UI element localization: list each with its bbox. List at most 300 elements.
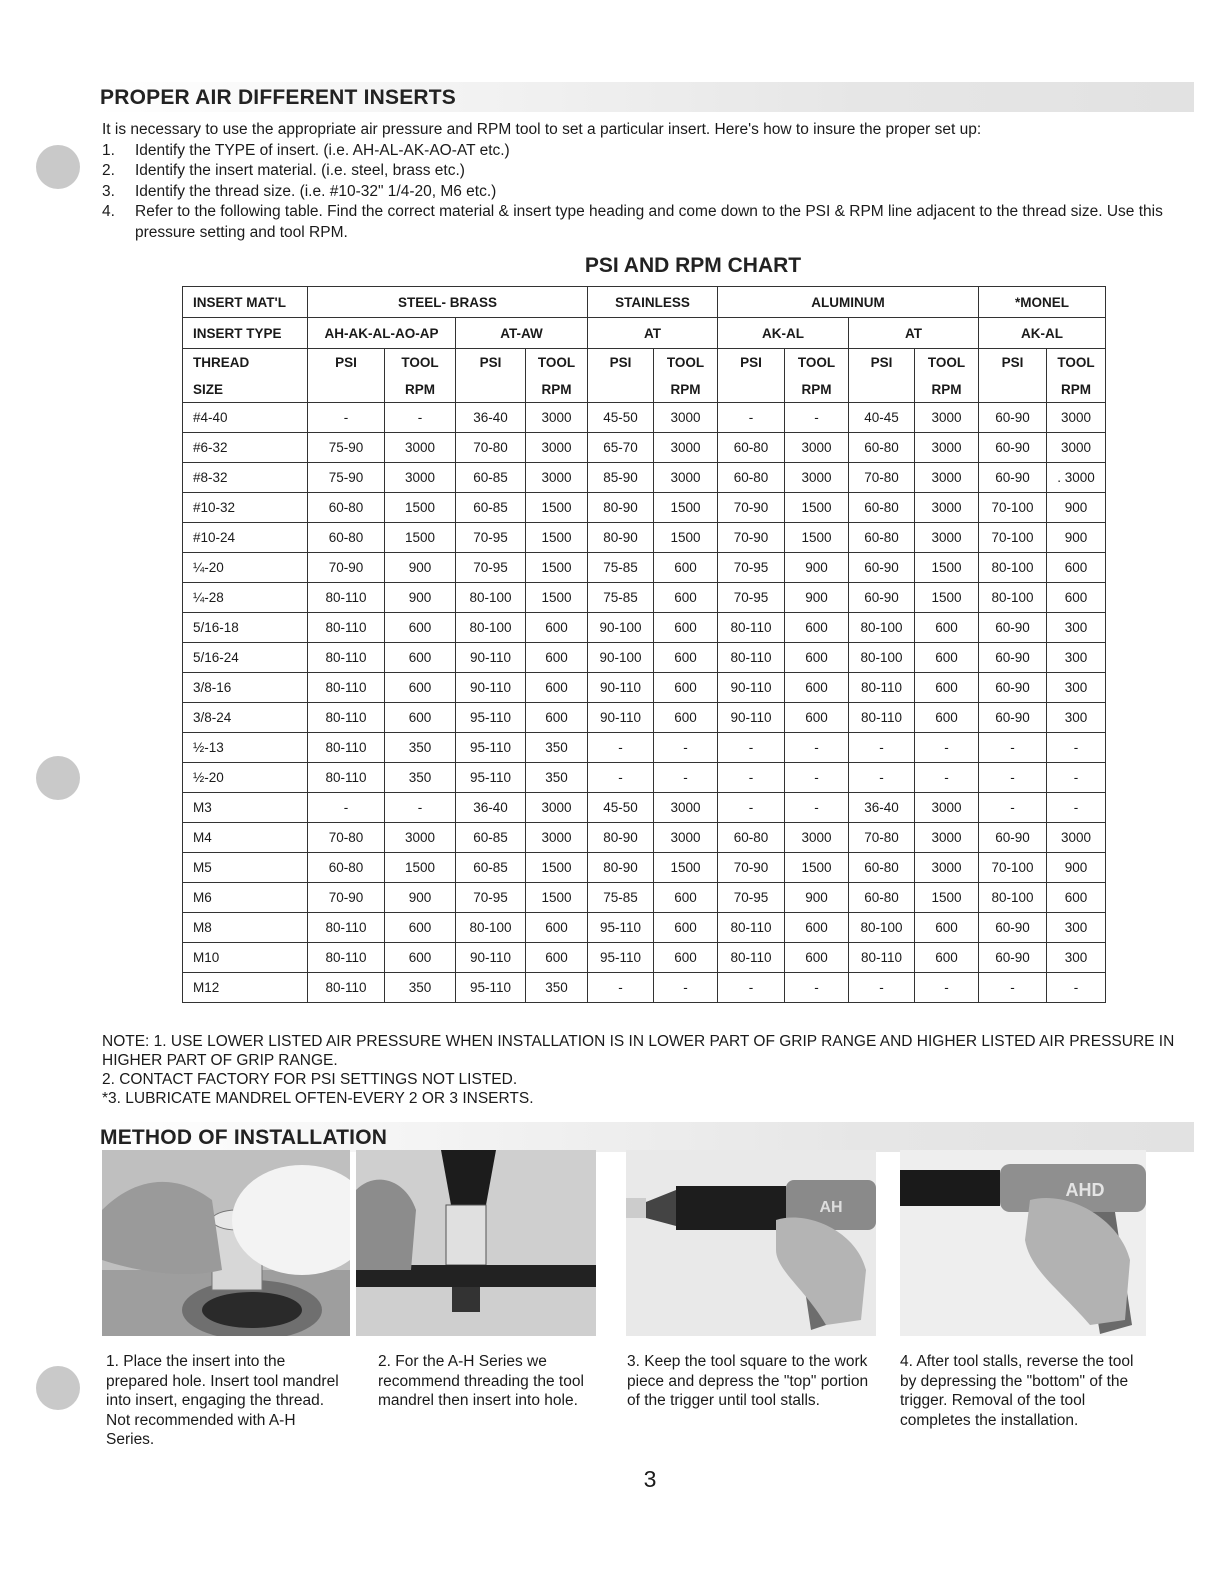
rpm-cell: 1500 <box>654 853 718 883</box>
psi-cell: 60-90 <box>979 823 1047 853</box>
psi-cell: 36-40 <box>849 793 915 823</box>
psi-cell: 70-100 <box>979 853 1047 883</box>
thread-size-cell: M5 <box>183 853 308 883</box>
notes-block <box>102 1032 1202 1108</box>
psi-cell: 70-90 <box>308 553 385 583</box>
psi-cell: 60-90 <box>979 643 1047 673</box>
psi-cell: 80-110 <box>308 973 385 1003</box>
psi-cell: 60-85 <box>456 493 526 523</box>
thread-size-cell: ½-20 <box>183 763 308 793</box>
rpm-cell: 600 <box>654 583 718 613</box>
psi-cell: 70-80 <box>849 463 915 493</box>
rpm-cell: 600 <box>526 913 588 943</box>
rpm-cell: 3000 <box>526 793 588 823</box>
thread-size-cell: ½-13 <box>183 733 308 763</box>
rpm-cell: 600 <box>915 913 979 943</box>
psi-cell: 75-90 <box>308 463 385 493</box>
rpm-column-header: RPM <box>385 376 456 403</box>
install-step-3: 3. Keep the tool square to the work piece and depress the "top" portion of the trigger until tool stalls. <box>627 1353 869 1409</box>
material-header-row <box>183 287 1106 318</box>
insert-type: AH-AK-AL-AO-AP <box>308 318 456 349</box>
psi-cell: - <box>718 403 785 433</box>
material-monel: *MONEL <box>979 287 1106 318</box>
rpm-cell: 1500 <box>654 493 718 523</box>
material-aluminum: ALUMINUM <box>718 287 979 318</box>
table-row <box>183 583 1106 613</box>
rpm-cell: - <box>385 403 456 433</box>
psi-cell: 60-90 <box>979 463 1047 493</box>
rpm-column-header: RPM <box>915 376 979 403</box>
rpm-cell: 600 <box>915 943 979 973</box>
rpm-cell: - <box>654 763 718 793</box>
thread-size-cell: M10 <box>183 943 308 973</box>
psi-cell: 60-80 <box>308 523 385 553</box>
psi-cell: 80-110 <box>308 613 385 643</box>
section-header-proper-air <box>96 82 1194 112</box>
psi-cell: 80-90 <box>588 853 654 883</box>
rpm-cell: 3000 <box>385 433 456 463</box>
psi-cell: 60-90 <box>979 943 1047 973</box>
rpm-cell: 600 <box>1047 553 1106 583</box>
rpm-cell: - <box>1047 973 1106 1003</box>
rpm-cell: 350 <box>526 973 588 1003</box>
section-title: PROPER AIR DIFFERENT INSERTS <box>100 86 457 109</box>
psi-column-header: PSI <box>979 349 1047 403</box>
insert-type: AT <box>588 318 718 349</box>
setup-step: 1. Identify the TYPE of insert. (i.e. AH-AL-AK-AO-AT etc.) <box>102 141 510 159</box>
psi-cell: 80-100 <box>979 583 1047 613</box>
tool-column-header: TOOL <box>654 349 718 377</box>
psi-cell: 95-110 <box>456 973 526 1003</box>
install-step-4: 4. After tool stalls, reverse the tool by depressing the "bottom" of the trigger. Removal of the tool completes the installation. <box>900 1353 1134 1429</box>
psi-cell: 90-110 <box>456 943 526 973</box>
psi-cell: 60-80 <box>308 493 385 523</box>
rpm-cell: 900 <box>385 883 456 913</box>
psi-cell: 60-90 <box>849 583 915 613</box>
rpm-cell: - <box>785 763 849 793</box>
rpm-cell: 3000 <box>915 403 979 433</box>
psi-cell: 80-110 <box>849 703 915 733</box>
rpm-cell: 1500 <box>385 853 456 883</box>
rpm-cell: 600 <box>785 943 849 973</box>
psi-cell: - <box>849 763 915 793</box>
psi-cell: 90-110 <box>718 703 785 733</box>
rpm-cell: 1500 <box>915 553 979 583</box>
thread-size-cell: M4 <box>183 823 308 853</box>
psi-cell: 70-95 <box>718 553 785 583</box>
psi-cell: 60-85 <box>456 463 526 493</box>
psi-cell: 70-95 <box>456 883 526 913</box>
rpm-cell: 3000 <box>654 403 718 433</box>
psi-cell: - <box>979 733 1047 763</box>
rpm-cell: 3000 <box>1047 433 1106 463</box>
psi-cell: - <box>849 733 915 763</box>
rpm-cell: - <box>915 763 979 793</box>
rpm-cell: 300 <box>1047 673 1106 703</box>
rpm-cell: 1500 <box>526 553 588 583</box>
rpm-cell: 1500 <box>526 523 588 553</box>
rpm-cell: 1500 <box>385 523 456 553</box>
psi-cell: 80-100 <box>979 883 1047 913</box>
psi-cell: 60-80 <box>849 433 915 463</box>
psi-cell: - <box>979 973 1047 1003</box>
thread-size-cell: 3/8-24 <box>183 703 308 733</box>
binder-hole-top <box>36 145 80 189</box>
psi-cell: 40-45 <box>849 403 915 433</box>
psi-cell: 60-90 <box>979 403 1047 433</box>
psi-cell: - <box>718 973 785 1003</box>
rpm-column-header: RPM <box>785 376 849 403</box>
rpm-cell: 600 <box>915 703 979 733</box>
psi-cell: 65-70 <box>588 433 654 463</box>
install-step-1: 1. Place the insert into the prepared hole. Insert tool mandrel into insert, engaging the thread. Not recommended with A-H Series. <box>106 1353 339 1448</box>
rpm-cell: 1500 <box>385 493 456 523</box>
tool-column-header: TOOL <box>385 349 456 377</box>
psi-cell: 80-110 <box>308 673 385 703</box>
table-row <box>183 613 1106 643</box>
psi-cell: 80-90 <box>588 493 654 523</box>
rpm-cell: 900 <box>1047 493 1106 523</box>
rpm-cell: - <box>654 973 718 1003</box>
table-row <box>183 493 1106 523</box>
psi-cell: - <box>849 973 915 1003</box>
rpm-cell: 350 <box>526 763 588 793</box>
rpm-cell: 3000 <box>1047 823 1106 853</box>
psi-cell: 95-110 <box>588 913 654 943</box>
rpm-cell: - <box>654 733 718 763</box>
psi-cell: 80-110 <box>308 643 385 673</box>
psi-cell: 60-80 <box>718 463 785 493</box>
psi-cell: 70-80 <box>308 823 385 853</box>
setup-step: 4. Refer to the following table. Find the correct material & insert type heading and come down to the PSI & RPM line adjacent to the thread size. Use this pressure setting and tool RPM. <box>102 203 1163 241</box>
chart-title: PSI AND RPM CHART <box>584 254 802 277</box>
rpm-cell: 300 <box>1047 613 1106 643</box>
rpm-cell: 3000 <box>654 793 718 823</box>
rpm-cell: - <box>785 973 849 1003</box>
psi-cell: 80-100 <box>456 913 526 943</box>
psi-cell: - <box>588 763 654 793</box>
rpm-cell: 600 <box>785 913 849 943</box>
tool-column-header: TOOL <box>526 349 588 377</box>
note-1: NOTE: 1. USE LOWER LISTED AIR PRESSURE WHEN INSTALLATION IS IN LOWER PART OF GRIP RANGE AND HIGHER LISTED AIR PRESSURE IN HIGHER PART OF GRIP RANGE. <box>102 1033 1175 1069</box>
psi-cell: 80-110 <box>718 913 785 943</box>
rpm-cell: 600 <box>385 913 456 943</box>
rpm-cell: 3000 <box>915 793 979 823</box>
table-row <box>183 973 1106 1003</box>
rpm-cell: 900 <box>385 553 456 583</box>
psi-cell: - <box>718 733 785 763</box>
size-label: SIZE <box>183 376 308 403</box>
binder-hole-middle <box>36 756 80 800</box>
psi-cell: 70-90 <box>718 493 785 523</box>
tool-column-header: TOOL <box>785 349 849 377</box>
psi-cell: - <box>588 973 654 1003</box>
photo-step-4 <box>900 1150 1146 1336</box>
rpm-cell: 3000 <box>785 823 849 853</box>
rpm-cell: 600 <box>785 673 849 703</box>
rpm-cell: 1500 <box>785 853 849 883</box>
rpm-cell: 900 <box>785 583 849 613</box>
psi-cell: 80-100 <box>456 583 526 613</box>
psi-cell: 60-90 <box>979 613 1047 643</box>
thread-size-cell: M3 <box>183 793 308 823</box>
photo-step-2 <box>356 1150 596 1336</box>
section-header-method <box>96 1122 1194 1152</box>
rpm-cell: 3000 <box>385 823 456 853</box>
rpm-cell: 600 <box>915 643 979 673</box>
rpm-cell: 900 <box>1047 853 1106 883</box>
psi-cell: 80-110 <box>308 913 385 943</box>
psi-column-header: PSI <box>456 349 526 403</box>
insert-type: AT <box>849 318 979 349</box>
rpm-cell: 300 <box>1047 703 1106 733</box>
psi-cell: 70-90 <box>718 523 785 553</box>
binder-hole-bottom <box>36 1366 80 1410</box>
table-row <box>183 553 1106 583</box>
rpm-cell: - <box>785 733 849 763</box>
rpm-cell: 600 <box>1047 883 1106 913</box>
rpm-cell: 3000 <box>526 463 588 493</box>
rpm-cell: 600 <box>654 613 718 643</box>
rpm-column-header: RPM <box>1047 376 1106 403</box>
table-row <box>183 703 1106 733</box>
psi-cell: 90-110 <box>456 673 526 703</box>
psi-cell: 70-100 <box>979 493 1047 523</box>
rpm-cell: 3000 <box>526 433 588 463</box>
psi-cell: 45-50 <box>588 403 654 433</box>
table-row <box>183 913 1106 943</box>
rpm-cell: 1500 <box>526 583 588 613</box>
psi-cell: 80-110 <box>718 643 785 673</box>
insert-type-row <box>183 318 1106 349</box>
rpm-cell: 900 <box>785 553 849 583</box>
rpm-cell: 3000 <box>915 493 979 523</box>
psi-cell: 60-90 <box>979 673 1047 703</box>
psi-cell: 36-40 <box>456 403 526 433</box>
psi-cell: 95-110 <box>456 763 526 793</box>
intro-paragraph: It is necessary to use the appropriate air pressure and RPM tool to set a particular insert. Here's how to insure the proper set up: <box>102 121 982 138</box>
psi-cell: 80-100 <box>849 643 915 673</box>
psi-column-header: PSI <box>718 349 785 403</box>
rpm-cell: 3000 <box>915 823 979 853</box>
psi-cell: 80-100 <box>849 913 915 943</box>
psi-cell: 70-80 <box>849 823 915 853</box>
psi-cell: 90-110 <box>456 643 526 673</box>
rpm-cell: 600 <box>654 943 718 973</box>
setup-step: 3. Identify the thread size. (i.e. #10-32" 1/4-20, M6 etc.) <box>102 182 497 200</box>
table-row <box>183 943 1106 973</box>
thread-size-cell: 5/16-18 <box>183 613 308 643</box>
rpm-cell: 600 <box>654 553 718 583</box>
column-header-row-top <box>183 349 1106 377</box>
table-row <box>183 403 1106 433</box>
psi-cell: 95-110 <box>456 733 526 763</box>
rpm-cell: 600 <box>385 673 456 703</box>
thread-size-cell: #4-40 <box>183 403 308 433</box>
psi-cell: - <box>308 793 385 823</box>
thread-size-cell: #8-32 <box>183 463 308 493</box>
rpm-cell: 600 <box>785 613 849 643</box>
psi-cell: 90-110 <box>588 703 654 733</box>
rpm-cell: 300 <box>1047 943 1106 973</box>
psi-cell: 60-80 <box>849 523 915 553</box>
table-row <box>183 733 1106 763</box>
insert-material-label: INSERT MAT'L <box>183 287 308 318</box>
material-stainless: STAINLESS <box>588 287 718 318</box>
psi-cell: 60-90 <box>979 913 1047 943</box>
psi-cell: 60-80 <box>718 433 785 463</box>
rpm-cell: 600 <box>654 913 718 943</box>
thread-size-cell: #10-24 <box>183 523 308 553</box>
insert-type: AT-AW <box>456 318 588 349</box>
material-steel-brass: STEEL- BRASS <box>308 287 588 318</box>
psi-cell: 80-100 <box>456 613 526 643</box>
psi-cell: - <box>979 763 1047 793</box>
psi-cell: 70-95 <box>456 553 526 583</box>
rpm-cell: 600 <box>526 613 588 643</box>
psi-column-header: PSI <box>849 349 915 403</box>
thread-size-cell: M6 <box>183 883 308 913</box>
rpm-cell: 900 <box>785 883 849 913</box>
psi-cell: 75-85 <box>588 553 654 583</box>
rpm-cell: 350 <box>385 763 456 793</box>
rpm-cell: 3000 <box>915 853 979 883</box>
rpm-cell: 350 <box>385 973 456 1003</box>
rpm-cell: 3000 <box>785 463 849 493</box>
rpm-cell: 600 <box>385 943 456 973</box>
psi-cell: 80-110 <box>308 733 385 763</box>
psi-cell: 60-80 <box>849 493 915 523</box>
psi-cell: - <box>718 793 785 823</box>
rpm-cell: 600 <box>915 613 979 643</box>
rpm-cell: 3000 <box>785 433 849 463</box>
table-row <box>183 763 1106 793</box>
psi-cell: 60-90 <box>849 553 915 583</box>
insert-type: AK-AL <box>979 318 1106 349</box>
rpm-cell: 1500 <box>785 493 849 523</box>
insert-type: AK-AL <box>718 318 849 349</box>
psi-cell: 60-90 <box>979 433 1047 463</box>
rpm-cell: 300 <box>1047 643 1106 673</box>
page-number: 3 <box>643 1466 657 1492</box>
rpm-cell: 600 <box>785 643 849 673</box>
rpm-cell: 3000 <box>915 523 979 553</box>
rpm-cell: 3000 <box>385 463 456 493</box>
psi-cell: 70-90 <box>718 853 785 883</box>
psi-column-header: PSI <box>588 349 654 403</box>
rpm-cell: 600 <box>526 703 588 733</box>
intro-block <box>102 120 1182 243</box>
psi-rpm-table <box>182 286 1106 1003</box>
rpm-cell: - <box>1047 793 1106 823</box>
photo-step-3 <box>626 1150 876 1336</box>
psi-cell: - <box>308 403 385 433</box>
thread-size-cell: ¼-20 <box>183 553 308 583</box>
psi-cell: 80-100 <box>849 613 915 643</box>
table-row <box>183 673 1106 703</box>
section-title: METHOD OF INSTALLATION <box>100 1126 388 1149</box>
rpm-cell: 600 <box>526 673 588 703</box>
rpm-cell: 1500 <box>915 583 979 613</box>
psi-cell: 95-110 <box>456 703 526 733</box>
rpm-cell: 3000 <box>915 433 979 463</box>
rpm-cell: 600 <box>526 643 588 673</box>
psi-cell: 70-95 <box>718 583 785 613</box>
thread-size-cell: 3/8-16 <box>183 673 308 703</box>
psi-cell: 80-110 <box>308 703 385 733</box>
rpm-cell: - <box>915 973 979 1003</box>
note-3: *3. LUBRICATE MANDREL OFTEN-EVERY 2 OR 3 INSERTS. <box>102 1090 534 1107</box>
rpm-cell: 3000 <box>526 403 588 433</box>
thread-size-cell: ¼-28 <box>183 583 308 613</box>
rpm-cell: 350 <box>385 733 456 763</box>
psi-cell: 70-95 <box>456 523 526 553</box>
tool-logo-text: AH <box>819 1199 843 1216</box>
rpm-cell: 300 <box>1047 913 1106 943</box>
rpm-cell: . 3000 <box>1047 463 1106 493</box>
tool-column-header: TOOL <box>915 349 979 377</box>
thread-size-cell: M12 <box>183 973 308 1003</box>
setup-step: 2. Identify the insert material. (i.e. steel, brass etc.) <box>102 162 465 179</box>
table-row <box>183 643 1106 673</box>
thread-label: THREAD <box>183 349 308 377</box>
rpm-cell: - <box>1047 733 1106 763</box>
rpm-cell: 1500 <box>526 493 588 523</box>
psi-cell: 70-100 <box>979 523 1047 553</box>
psi-cell: 80-110 <box>308 583 385 613</box>
rpm-cell: 600 <box>654 703 718 733</box>
psi-cell: - <box>588 733 654 763</box>
psi-cell: - <box>979 793 1047 823</box>
table-row <box>183 853 1106 883</box>
rpm-cell: 600 <box>654 673 718 703</box>
rpm-cell: 3000 <box>915 463 979 493</box>
rpm-cell: 900 <box>1047 523 1106 553</box>
rpm-cell: - <box>915 733 979 763</box>
psi-cell: 45-50 <box>588 793 654 823</box>
table-row <box>183 523 1106 553</box>
psi-cell: 60-90 <box>979 703 1047 733</box>
psi-cell: 80-110 <box>308 763 385 793</box>
rpm-cell: 600 <box>654 643 718 673</box>
psi-cell: 85-90 <box>588 463 654 493</box>
rpm-column-header: RPM <box>526 376 588 403</box>
thread-size-cell: #10-32 <box>183 493 308 523</box>
tool-logo-text: AHD <box>1065 1180 1105 1200</box>
thread-size-cell: 5/16-24 <box>183 643 308 673</box>
psi-cell: 75-85 <box>588 583 654 613</box>
rpm-cell: 1500 <box>526 883 588 913</box>
psi-cell: 95-110 <box>588 943 654 973</box>
psi-cell: 90-110 <box>718 673 785 703</box>
psi-cell: 80-100 <box>979 553 1047 583</box>
tool-column-header: TOOL <box>1047 349 1106 377</box>
psi-cell: 70-95 <box>718 883 785 913</box>
thread-size-cell: #6-32 <box>183 433 308 463</box>
rpm-column-header: RPM <box>654 376 718 403</box>
table-row <box>183 433 1106 463</box>
psi-cell: 80-110 <box>718 613 785 643</box>
psi-cell: 80-110 <box>718 943 785 973</box>
psi-cell: 90-100 <box>588 613 654 643</box>
psi-cell: 80-110 <box>308 943 385 973</box>
psi-cell: - <box>718 763 785 793</box>
psi-cell: 80-110 <box>849 943 915 973</box>
rpm-cell: 350 <box>526 733 588 763</box>
rpm-cell: 1500 <box>654 523 718 553</box>
rpm-cell: 600 <box>915 673 979 703</box>
rpm-cell: - <box>785 793 849 823</box>
